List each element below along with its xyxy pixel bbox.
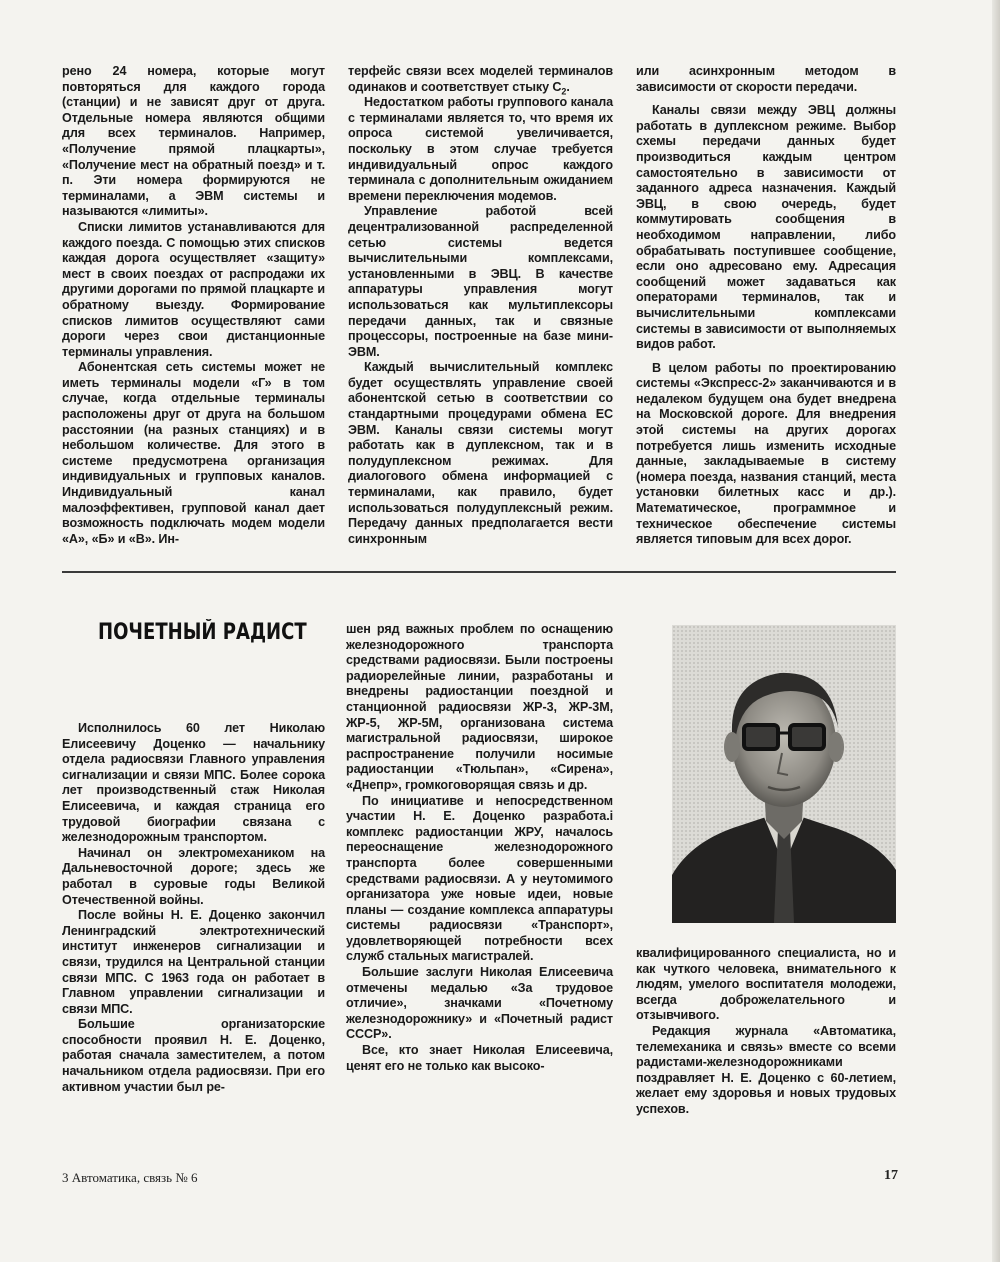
paragraph: квалифицированного специалиста, но и как чуткого человека, внимательного к людям, умелого воспитателя молодежи, всегда доброжелательного и отзывчивого. [636,946,896,1023]
paragraph: Списки лимитов устанавливаются для каждого поезда. С помощью этих списков каждая дорога осуществляет «защиту» мест в своих поездах от распродажи их другими дорогами по прямой плацкарте и обратному выезду. Формирование списков лимитов осуществляют сами дороги через свои дистанционные терминалы управления. [62,219,325,359]
paragraph: Большие заслуги Николая Елисеевича отмечены медалью «За трудовое отличие», значками «Почетному железнодорожнику» и «Почетный радист СССР». [346,965,613,1042]
subscript: 2 [561,86,567,97]
paragraph: Абонентская сеть системы может не иметь терминалы модели «Г» в том случае, когда отдельные терминалы расположены друг от друга на большом расстоянии (на разных станциях) и в небольшом количестве. Для этого в системе предусмотрена организация индивидуальных и групповых каналов. Индивидуальный канал малоэффективен, групповой канал дает возможность подключать модем модели «А», «Б» и «В». Ин- [62,360,325,546]
paragraph: Недостатком работы группового канала с терминалами является то, что время их опроса системой увеличивается, поскольку в этом случае требуется индивидуальный опрос каждого терминала с дополнительным ожиданием времени переключения модемов. [348,95,613,203]
page-edge-shadow [992,0,1000,1262]
paragraph: рено 24 номера, которые могут повторяться для каждого города (станции) и не зависят друг от друга. Отдельные номера являются общими для всех терминалов. Например, «Получение прямой плацкарты», «Получение мест на обратный поезд» и т. п. Эти номера формируются не терминалами, а ЭВМ системы и называются «лимиты». [62,64,325,219]
paragraph: Все, кто знает Николая Елисеевича, ценят его не только как высоко- [346,1043,613,1073]
paragraph: По инициативе и непосредственном участии Н. Е. Доценко разработа.і комплекс радиостанции ЖРУ, началось переоснащение железнодорожного транспорта более совершенными средствами радиосвязи. А у неутомимого организатора уже новые идеи, новые планы — создание комплекса аппаратуры системы радиосвязи «Транспорт», удовлетворяющей потребности всех служб стальных магистралей. [346,793,613,964]
paragraph: Каналы связи между ЭВЦ должны работать в дуплексном режиме. Выбор схемы передачи данных будет производиться каждым центром самостоятельно в зависимости от заданного адреса назначения. Каждый ЭВЦ, в свою очередь, будет коммутировать сообщения в необходимом направлении, либо обрабатывать поступившее сообщение, если оно адресовано ему. Адресация сообщений может задаваться как операторами терминалов, так и вычислительными комплексами системы в зависимости от выполняемых видов работ. [636,103,896,352]
paragraph: В целом работы по проектированию системы «Экспресс-2» заканчиваются и в недалеком будущем она будет внедрена на Московской дороге. Для внедрения этой системы на других дорогах потребуется лишь изменить исходные данные, закладываемые в систему (номера поезда, названия станций, места установки билетных касс и др.). Математическое, программное и техническое обеспечение системы является типовым для всех дорог. [636,360,896,547]
paragraph: После войны Н. Е. Доценко закончил Ленинградский электротехнический институт инженеров сигнализации и связи, трудился на Центральной станции связи МПС. С 1963 года он работает в Главном управлении сигнализации и связи МПС. [62,908,325,1016]
paragraph: Большие организаторские способности проявил Н. Е. Доценко, работая сначала заместителем, а потом начальником отдела радиосвязи. При его активном участии был ре- [62,1017,325,1094]
text-run: терфейс связи всех моделей терминалов одинаков и соответствует стыку С [348,64,613,94]
top-article-column-1 [62,64,325,547]
text-run: . [566,79,570,94]
top-article-column-3 [636,64,896,548]
bottom-article-column-3 [636,946,896,1118]
paragraph: шен ряд важных проблем по оснащению железнодорожного транспорта средствами радиосвязи. Были построены радиорелейные линии, разработаны и внедрены радиостанции поездной и станционной радиосвязи ЖР-3, ЖР-3М, ЖР-5, ЖР-5М, организована система магистральной радиосвязи, широкое распространение получили носимые радиостанции «Тюльпан», «Сирена», «Днепр», громкоговорящая связь и др. [346,622,613,792]
paragraph: Начинал он электромехаником на Дальневосточной дороге; здесь же работал в суровые годы Великой Отечественной войны. [62,845,325,907]
page-number: 17 [884,1168,898,1183]
section-divider [62,571,896,573]
footer-issue-label: 3 Автоматика, связь № 6 [62,1170,198,1185]
bottom-article-column-1 [62,721,325,1095]
paragraph: Редакция журнала «Автоматика, телемеханика и связь» вместе со всеми радистами-железнодорожниками поздравляет Н. Е. Доценко с 60-летием, желает ему здоровья и новых трудовых успехов. [636,1023,896,1116]
paragraph: Исполнилось 60 лет Николаю Елисеевичу Доценко — начальнику отдела радиосвязи Главного управления сигнализации и связи МПС. Более сорока лет производственный стаж Николая Елисеевича, и каждая страница его трудовой биографии связана с железнодорожным транспортом. [62,721,325,845]
portrait-photo [672,625,896,923]
portrait-illustration [672,625,896,923]
paragraph: Управление работой всей децентрализованной распределенной сетью системы ведется вычислительными комплексами, установленными в ЭВЦ. В качестве аппаратуры управления могут использоваться как мультиплексоры передачи данных, так и связные процессоры, построенные на базе мини-ЭВМ. [348,204,613,359]
article-headline: ПОЧЕТНЫЙ РАДИСТ [98,620,307,645]
paragraph: или асинхронным методом в зависимости от скорости передачи. [636,64,896,94]
paragraph [348,64,613,95]
bottom-article-column-2 [346,622,613,1074]
top-article-column-2 [348,64,613,547]
paragraph: Каждый вычислительный комплекс будет осуществлять управление своей абонентской сетью в соответствии со стандартными процедурами обмена ЕС ЭВМ. Каналы связи системы могут работать как в дуплексном, так и в полудуплексном режимах. Для диалогового обмена информацией с терминалами, как правило, будет использоваться полудуплексный режим. Передачу данных предполагается вести синхронным [348,360,613,546]
